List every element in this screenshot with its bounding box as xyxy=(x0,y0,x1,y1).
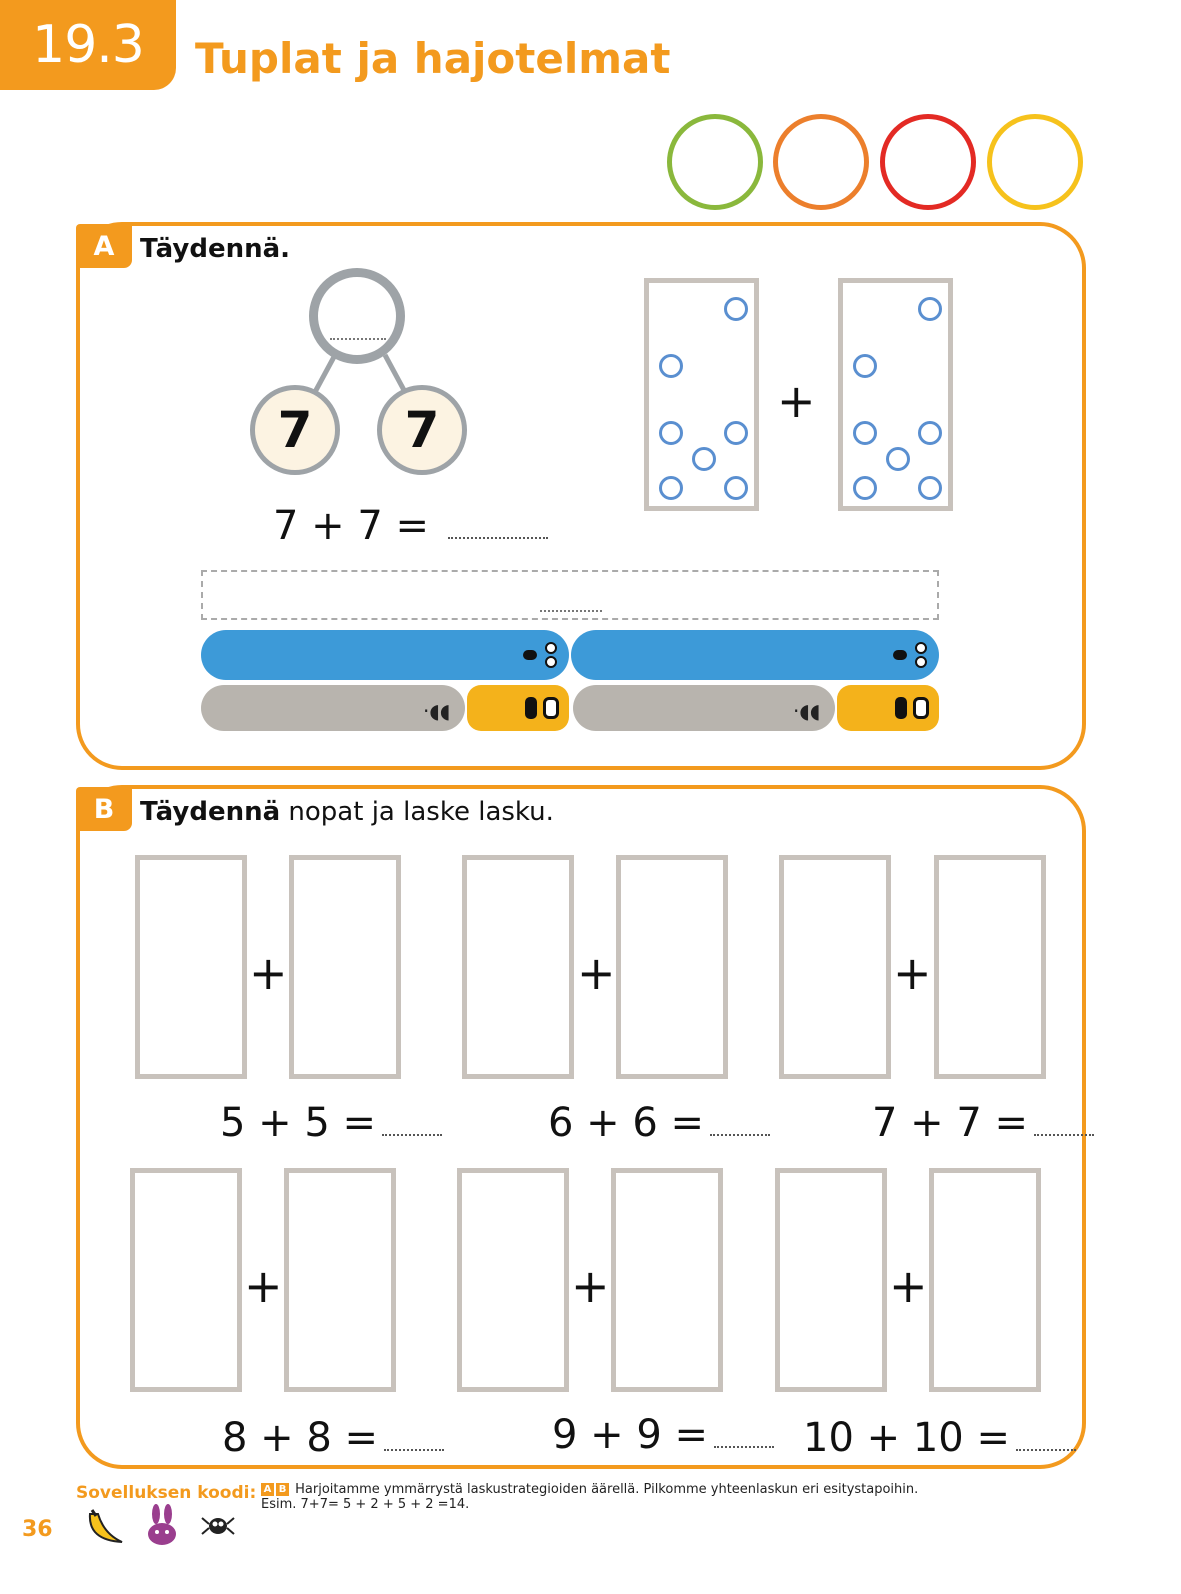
bar-eye xyxy=(915,656,927,668)
exercise-equation: 10 + 10 = xyxy=(803,1415,1076,1461)
part-circle-left: 7 xyxy=(250,385,340,475)
seven-bar-right xyxy=(571,630,939,680)
exercise-equation: 8 + 8 = xyxy=(222,1415,444,1461)
dice-box[interactable] xyxy=(775,1168,887,1392)
pip xyxy=(724,297,748,321)
page-number: 36 xyxy=(22,1517,53,1542)
bar-eye xyxy=(543,697,559,719)
bar-eye xyxy=(545,642,557,654)
dice-box[interactable] xyxy=(457,1168,569,1392)
dice-box[interactable] xyxy=(284,1168,396,1392)
five-bar-right xyxy=(573,685,835,731)
bar-nose xyxy=(523,650,537,660)
pip xyxy=(692,447,716,471)
exercise-equation: 9 + 9 = xyxy=(552,1412,774,1458)
answer-blank[interactable] xyxy=(384,1443,444,1451)
note-tag-a: A xyxy=(261,1483,274,1496)
rating-circle-yellow[interactable] xyxy=(987,114,1083,210)
teacher-note xyxy=(261,1482,918,1512)
note-line-1: Harjoitamme ymmärrystä laskustrategioiden äärellä. Pilkomme yhteenlaskun eri esitystapoihin. xyxy=(295,1482,919,1497)
pip xyxy=(853,421,877,445)
pip xyxy=(724,421,748,445)
exercise-equation: 7 + 7 = xyxy=(872,1100,1094,1146)
exercise-equation: 5 + 5 = xyxy=(220,1100,442,1146)
two-bar-right xyxy=(837,685,939,731)
answer-blank[interactable] xyxy=(1034,1128,1094,1136)
pip xyxy=(724,476,748,500)
pip xyxy=(659,354,683,378)
pip xyxy=(853,476,877,500)
pip xyxy=(853,354,877,378)
dice-box[interactable] xyxy=(779,855,891,1079)
bar-face: ·◖◖ xyxy=(793,699,821,723)
note-line-2: Esim. 7+7= 5 + 2 + 5 + 2 =14. xyxy=(261,1497,470,1512)
dice-box[interactable] xyxy=(611,1168,723,1392)
plus-sign: + xyxy=(889,1259,928,1313)
five-bar-left xyxy=(201,685,465,731)
answer-blank[interactable] xyxy=(1016,1443,1076,1451)
answer-blank[interactable] xyxy=(710,1128,770,1136)
plus-sign: + xyxy=(244,1259,283,1313)
seven-bar-left xyxy=(201,630,569,680)
exercise-equation: 6 + 6 = xyxy=(548,1100,770,1146)
section-a-instruction: Täydennä. xyxy=(140,234,291,264)
bar-eye xyxy=(525,697,537,719)
rating-circle-green[interactable] xyxy=(667,114,763,210)
pip xyxy=(918,297,942,321)
bar-eye xyxy=(545,656,557,668)
app-code-label: Sovelluksen koodi: xyxy=(76,1483,257,1503)
total-bar-answer-blank[interactable] xyxy=(540,610,602,612)
dice-box[interactable] xyxy=(135,855,247,1079)
dice-box[interactable] xyxy=(462,855,574,1079)
lesson-number-badge xyxy=(0,0,176,90)
whole-circle[interactable] xyxy=(309,268,405,364)
dice-box[interactable] xyxy=(616,855,728,1079)
pip xyxy=(918,421,942,445)
bar-face: ·◖◖ xyxy=(423,699,451,723)
banana-icon xyxy=(84,1508,128,1548)
rating-circle-orange[interactable] xyxy=(773,114,869,210)
bar-nose xyxy=(893,650,907,660)
domino-plus-sign: + xyxy=(777,374,816,428)
domino-left xyxy=(644,278,759,511)
note-tag-b: B xyxy=(276,1483,289,1496)
two-bar-left xyxy=(467,685,569,731)
domino-right xyxy=(838,278,953,511)
bar-eye xyxy=(913,697,929,719)
bar-eye xyxy=(895,697,907,719)
part-circle-right: 7 xyxy=(377,385,467,475)
answer-blank[interactable] xyxy=(714,1440,774,1448)
total-bar-outline[interactable] xyxy=(201,570,939,620)
plus-sign: + xyxy=(571,1259,610,1313)
plus-sign: + xyxy=(893,946,932,1000)
dice-box[interactable] xyxy=(934,855,1046,1079)
section-a-tag: A xyxy=(76,224,132,268)
dice-box[interactable] xyxy=(929,1168,1041,1392)
rating-circle-red[interactable] xyxy=(880,114,976,210)
section-a-equation: 7 + 7 = xyxy=(273,503,548,549)
bar-eye xyxy=(915,642,927,654)
pip xyxy=(886,447,910,471)
spider-icon xyxy=(200,1510,236,1542)
plus-sign: + xyxy=(249,946,288,1000)
whole-answer-blank[interactable] xyxy=(330,338,386,340)
answer-blank[interactable] xyxy=(382,1128,442,1136)
section-b-instruction: Täydennä nopat ja laske lasku. xyxy=(140,797,554,827)
lesson-number: 19.3 xyxy=(32,15,144,75)
pip xyxy=(918,476,942,500)
dice-box[interactable] xyxy=(289,855,401,1079)
section-b-tag: B xyxy=(76,787,132,831)
pip xyxy=(659,476,683,500)
pip xyxy=(659,421,683,445)
rabbit-icon xyxy=(142,1504,182,1546)
section-a-answer-blank[interactable] xyxy=(448,531,548,539)
page-title: Tuplat ja hajotelmat xyxy=(195,34,671,83)
dice-box[interactable] xyxy=(130,1168,242,1392)
plus-sign: + xyxy=(577,946,616,1000)
